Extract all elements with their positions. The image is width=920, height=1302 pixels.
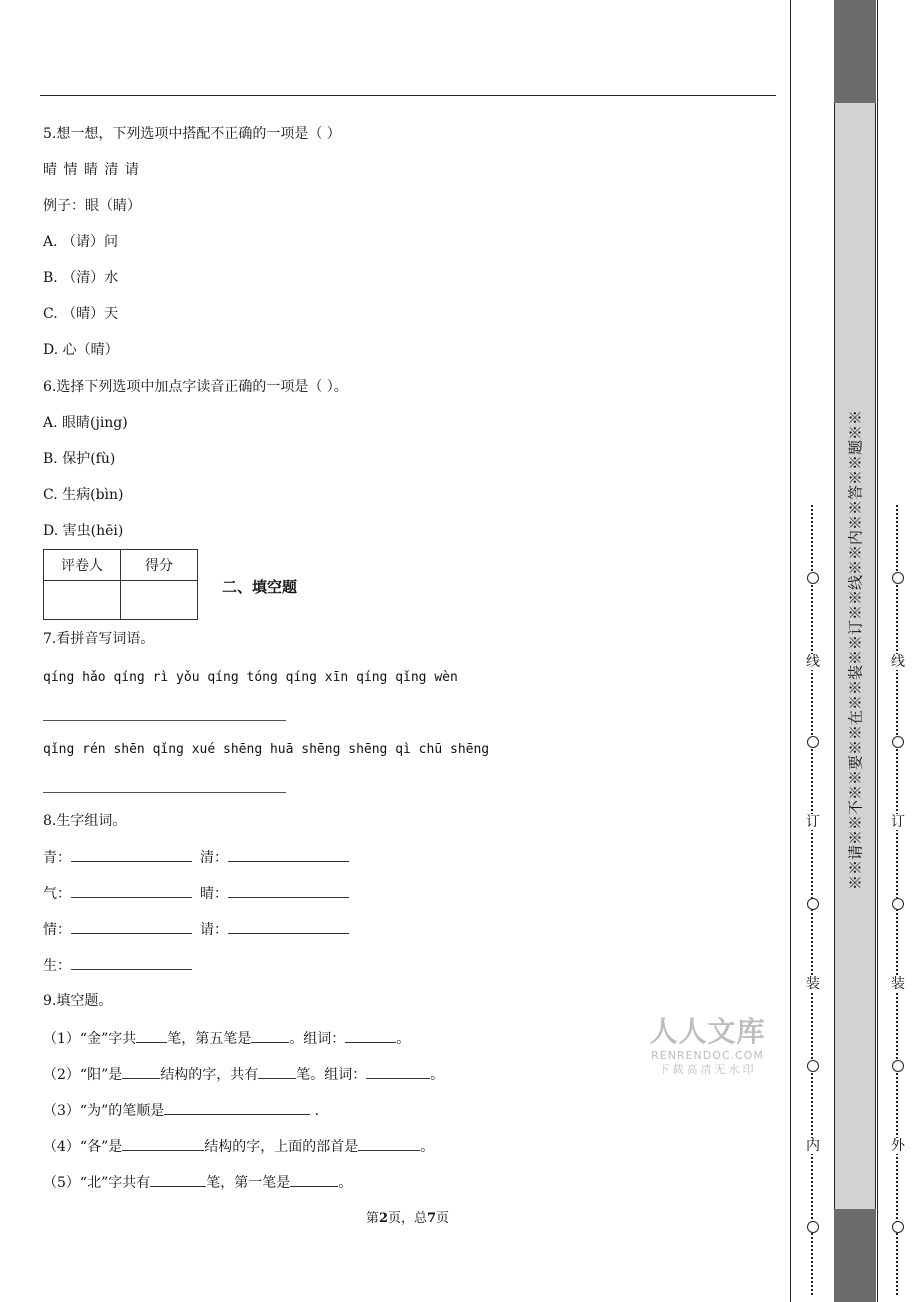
q5-option-c: C. （晴）天 bbox=[43, 306, 119, 322]
binding-hole-circle bbox=[807, 1221, 819, 1233]
answer-blank bbox=[228, 919, 349, 934]
binding-hole-circle bbox=[807, 572, 819, 584]
answer-blank bbox=[345, 1028, 396, 1043]
q9-text: 。 bbox=[430, 1067, 445, 1083]
watermark-domain: RENRENDOC.COM bbox=[651, 1049, 764, 1062]
answer-blank bbox=[136, 1028, 167, 1043]
q9-text: 笔。组词： bbox=[296, 1067, 367, 1083]
inner-label-line: 线 bbox=[806, 654, 820, 670]
watermark-slogan: 下载高清无水印 bbox=[658, 1063, 757, 1076]
binding-dark-block-top bbox=[834, 0, 876, 103]
binding-hole-circle bbox=[892, 898, 904, 910]
q5-option-b: B. （清）水 bbox=[43, 270, 119, 286]
answer-blank bbox=[71, 955, 192, 970]
q8-char: 青： bbox=[43, 850, 71, 866]
q9-text: . bbox=[310, 1103, 320, 1119]
outer-label-bind: 订 bbox=[891, 814, 905, 830]
answer-blank bbox=[71, 883, 192, 898]
q9-text: 。组词： bbox=[289, 1031, 346, 1047]
q8-char: 气： bbox=[43, 886, 71, 902]
q5-option-d: D. 心（晴） bbox=[43, 342, 119, 358]
binding-border-right bbox=[877, 0, 878, 1302]
footer-text: 页 bbox=[436, 1211, 450, 1226]
footer-text: 页，总 bbox=[387, 1211, 427, 1226]
q6-stem: 6.选择下列选项中加点字读音正确的一项是（ ）。 bbox=[43, 379, 348, 395]
q9-text: 笔，第一笔是 bbox=[206, 1175, 291, 1191]
q6-option-d: D. 害虫(hēi) bbox=[43, 523, 124, 539]
score-table bbox=[43, 549, 198, 620]
binding-hole-circle bbox=[892, 1221, 904, 1233]
outer-label-mount: 装 bbox=[891, 976, 905, 992]
outer-label-line: 线 bbox=[891, 654, 905, 670]
q8-stem: 8.生字组词。 bbox=[43, 813, 127, 829]
q7-pinyin-row-2: qǐng rén shēn qǐng xué shēng huā shēng shēng qì chū shēng bbox=[43, 742, 490, 757]
q9-text: 结构的字，共有 bbox=[160, 1067, 259, 1083]
score-header: 得分 bbox=[121, 550, 198, 581]
answer-blank bbox=[150, 1172, 206, 1187]
binding-hole-circle bbox=[807, 1060, 819, 1072]
header-rule bbox=[40, 95, 776, 96]
inner-label-inside: 内 bbox=[806, 1138, 820, 1154]
q9-text: （5）“北”字共有 bbox=[43, 1175, 151, 1191]
section-title: 二、填空题 bbox=[222, 578, 298, 596]
inner-label-bind: 订 bbox=[806, 814, 820, 830]
q8-row-3 bbox=[43, 919, 349, 940]
q8-char: 情： bbox=[43, 922, 71, 938]
binding-hole-circle bbox=[892, 572, 904, 584]
q9-text: （1）“金”字共 bbox=[43, 1031, 137, 1047]
q8-char: 清： bbox=[200, 850, 228, 866]
q8-char: 晴： bbox=[200, 886, 228, 902]
q5-example: 例子：眼（睛） bbox=[43, 198, 141, 214]
q6-option-b: B. 保护(fù) bbox=[43, 451, 116, 467]
q9-text: 。 bbox=[420, 1139, 435, 1155]
answer-blank bbox=[290, 1172, 338, 1187]
q9-text: 结构的字，上面的部首是 bbox=[204, 1139, 359, 1155]
q7-answer-line-1 bbox=[43, 720, 286, 721]
q9-text: （2）“阳”是 bbox=[43, 1067, 123, 1083]
q5-chars: 晴 情 睛 清 请 bbox=[43, 162, 140, 178]
q9-text: （3）“为”的笔顺是 bbox=[43, 1103, 165, 1119]
answer-blank bbox=[122, 1136, 204, 1151]
inner-label-mount: 装 bbox=[806, 976, 820, 992]
q9-item-5 bbox=[43, 1172, 352, 1193]
binding-hole-circle bbox=[892, 736, 904, 748]
binding-warning: ※※请※※不※※要※※在※※装※※订※※线※※内※※答※※题※※ bbox=[846, 409, 865, 891]
q9-text: 笔，第五笔是 bbox=[167, 1031, 252, 1047]
q9-stem: 9.填空题。 bbox=[43, 993, 113, 1009]
q9-text: 。 bbox=[396, 1031, 411, 1047]
binding-hole-circle bbox=[807, 898, 819, 910]
answer-blank bbox=[71, 919, 192, 934]
q8-char: 生： bbox=[43, 958, 71, 974]
q8-char: 请： bbox=[200, 922, 228, 938]
q7-stem: 7.看拼音写词语。 bbox=[43, 631, 155, 647]
q9-item-3 bbox=[43, 1100, 319, 1121]
binding-border-left bbox=[790, 0, 791, 1302]
q9-item-2 bbox=[43, 1064, 444, 1085]
q8-row-2 bbox=[43, 883, 349, 904]
current-page: 2 bbox=[378, 1211, 388, 1226]
total-pages: 7 bbox=[427, 1211, 437, 1226]
binding-dark-block-bottom bbox=[834, 1209, 876, 1302]
answer-blank bbox=[122, 1064, 160, 1079]
grader-cell bbox=[44, 581, 121, 620]
answer-blank bbox=[251, 1028, 289, 1043]
outer-label-outside: 外 bbox=[891, 1138, 905, 1154]
q5-option-a: A. （请）问 bbox=[43, 234, 119, 250]
score-cell bbox=[121, 581, 198, 620]
grader-header: 评卷人 bbox=[44, 550, 121, 581]
q9-item-1 bbox=[43, 1028, 410, 1049]
watermark bbox=[640, 1015, 775, 1078]
answer-blank bbox=[228, 883, 349, 898]
answer-blank bbox=[358, 1136, 420, 1151]
q6-option-a: A. 眼睛(jing) bbox=[43, 415, 128, 431]
watermark-title: 人人文库 bbox=[649, 1015, 766, 1048]
answer-blank bbox=[366, 1064, 430, 1079]
q9-text: 。 bbox=[338, 1175, 353, 1191]
q8-row-4 bbox=[43, 955, 192, 976]
q9-text: （4）“各”是 bbox=[43, 1139, 123, 1155]
q9-item-4 bbox=[43, 1136, 434, 1157]
footer-text: 第 bbox=[365, 1211, 379, 1226]
q6-option-c: C. 生病(bìn) bbox=[43, 487, 124, 503]
q5-stem: 5.想一想，下列选项中搭配不正确的一项是（ ） bbox=[43, 126, 341, 142]
answer-blank bbox=[164, 1100, 310, 1115]
q8-row-1 bbox=[43, 847, 349, 868]
binding-hole-circle bbox=[807, 736, 819, 748]
binding-hole-circle bbox=[892, 1060, 904, 1072]
answer-blank bbox=[258, 1064, 296, 1079]
q7-answer-line-2 bbox=[43, 792, 286, 793]
page-footer bbox=[0, 1207, 815, 1226]
answer-blank bbox=[228, 847, 349, 862]
answer-blank bbox=[71, 847, 192, 862]
q7-pinyin-row-1: qíng hǎo qíng rì yǒu qíng tóng qíng xīn qíng qǐng wèn bbox=[43, 670, 458, 685]
